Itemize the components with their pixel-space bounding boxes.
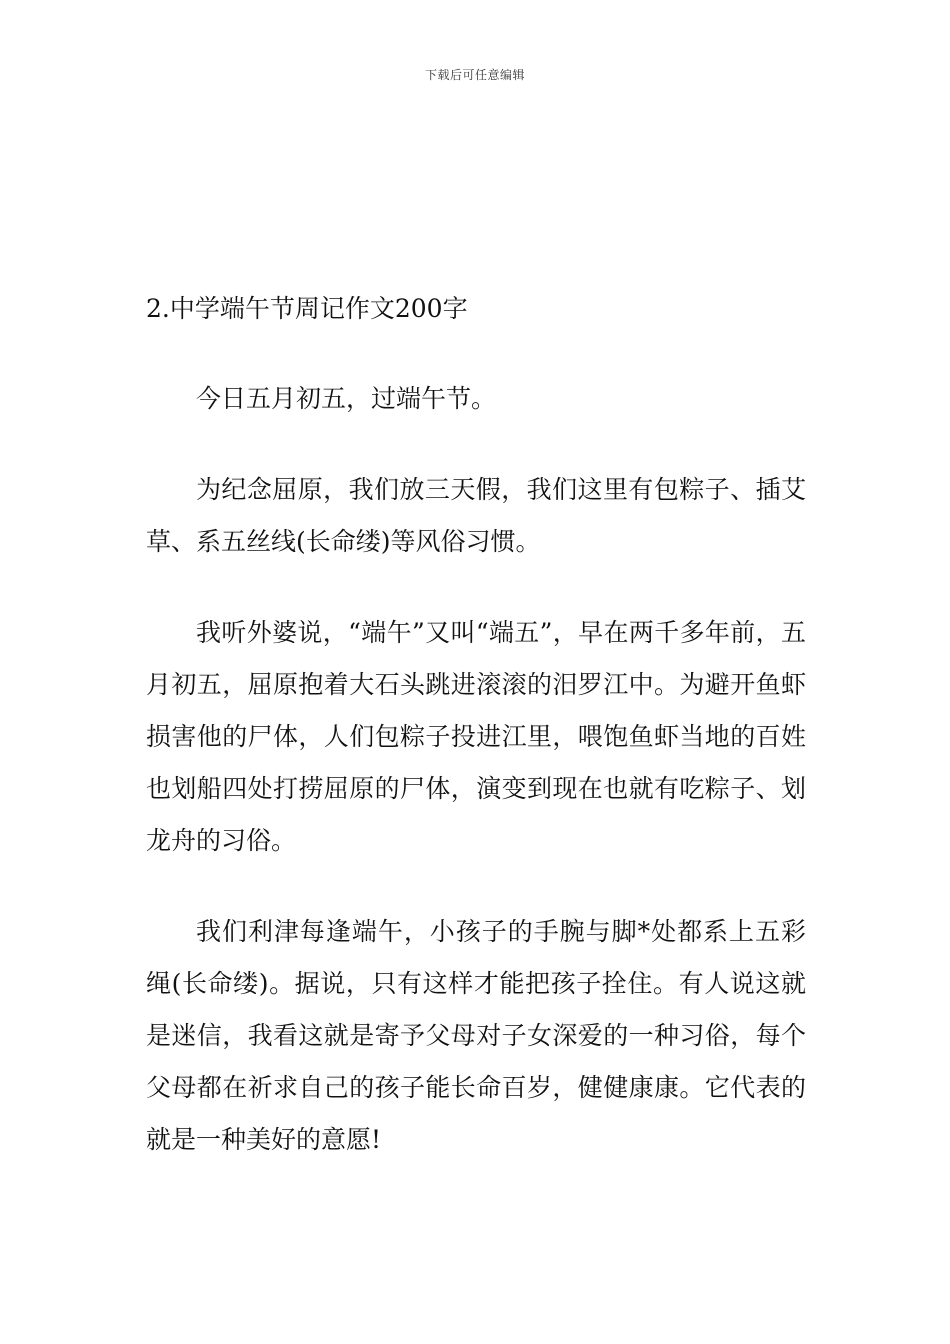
paragraph: 我听外婆说，“端午”又叫“端五”，早在两千多年前，五月初五，屈原抱着大石头跳进滚滚的汨罗江中。为避开鱼虾损害他的尸体，人们包粽子投进江里，喂饱鱼虾当地的百姓也划船四处打捞屈原的尸体，演变到现在也就有吃粽子、划龙舟的习俗。	[146, 618, 806, 855]
document-title: 2.中学端午节周记作文200字	[146, 294, 468, 323]
paragraph: 今日五月初五，过端午节。	[196, 384, 497, 413]
paragraph: 为纪念屈原，我们放三天假，我们这里有包粽子、插艾草、系五丝线(长命缕)等风俗习惯。	[146, 475, 806, 556]
paragraph: 我们利津每逢端午，小孩子的手腕与脚*处都系上五彩绳(长命缕)。据说，只有这样才能把孩子拴住。有人说这就是迷信，我看这就是寄予父母对子女深爱的一种习俗，每个父母都在祈求自己的孩子能长命百岁，健健康康。它代表的就是一种美好的意愿!	[146, 917, 806, 1154]
page-header: 下载后可任意编辑	[424, 68, 525, 82]
document-body	[146, 283, 806, 1166]
